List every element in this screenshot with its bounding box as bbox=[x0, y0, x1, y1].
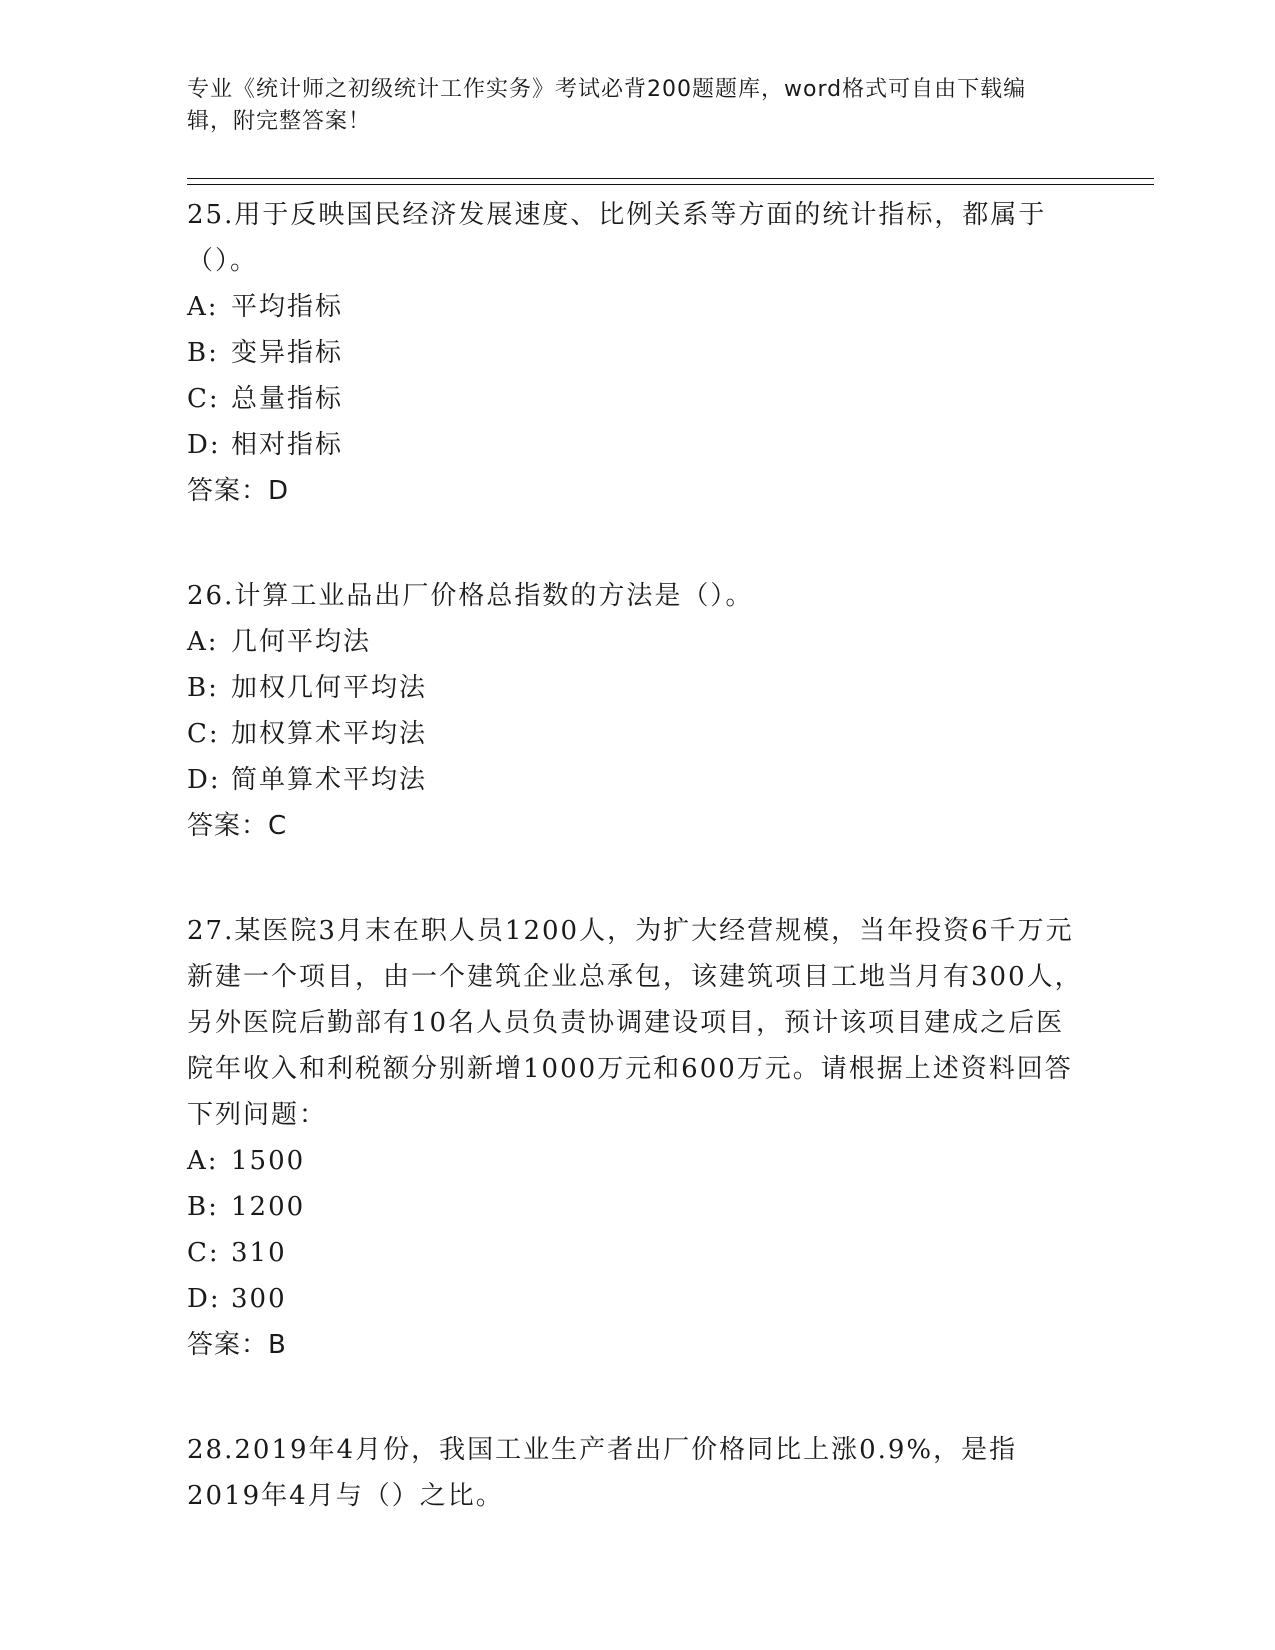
option-b bbox=[187, 665, 1087, 711]
option-text: 310 bbox=[231, 1238, 287, 1268]
option-text: 几何平均法 bbox=[231, 627, 372, 657]
answer-line: 答案：C bbox=[187, 811, 288, 841]
question-number: 28. bbox=[187, 1435, 235, 1465]
header-divider-top bbox=[187, 178, 1154, 179]
option-letter: D: bbox=[187, 765, 221, 795]
option-c bbox=[187, 1230, 1087, 1276]
option-d bbox=[187, 757, 1087, 803]
option-letter: C: bbox=[187, 1238, 220, 1268]
option-letter: C: bbox=[187, 719, 220, 749]
question-26 bbox=[187, 573, 1087, 849]
question-text: 用于反映国民经济发展速度、比例关系等方面的统计指标，都属于（）。 bbox=[187, 200, 1047, 276]
question-25 bbox=[187, 192, 1087, 514]
question-number: 25. bbox=[187, 200, 235, 230]
option-text: 相对指标 bbox=[231, 430, 344, 460]
question-list bbox=[187, 192, 1087, 1578]
option-d bbox=[187, 422, 1087, 468]
question-28 bbox=[187, 1427, 1087, 1519]
option-letter: C: bbox=[187, 384, 220, 414]
option-a bbox=[187, 1138, 1087, 1184]
question-27 bbox=[187, 908, 1087, 1368]
header-divider-bottom bbox=[187, 184, 1154, 185]
question-text: 2019年4月份，我国工业生产者出厂价格同比上涨0.9%，是指2019年4月与（）之比。 bbox=[187, 1435, 1018, 1511]
option-letter: B: bbox=[187, 1192, 219, 1222]
option-text: 平均指标 bbox=[231, 292, 344, 322]
option-text: 300 bbox=[231, 1284, 287, 1314]
question-stem bbox=[187, 1427, 1087, 1519]
question-number: 27. bbox=[187, 916, 235, 946]
document-header: 专业《统计师之初级统计工作实务》考试必背200题题库，word格式可自由下载编辑，附完整答案！ bbox=[187, 77, 1027, 134]
option-letter: D: bbox=[187, 1284, 221, 1314]
option-b bbox=[187, 1184, 1087, 1230]
option-text: 总量指标 bbox=[231, 384, 344, 414]
option-c bbox=[187, 376, 1087, 422]
option-c bbox=[187, 711, 1087, 757]
option-text: 简单算术平均法 bbox=[231, 765, 428, 795]
option-a bbox=[187, 284, 1087, 330]
question-stem bbox=[187, 573, 1087, 619]
option-letter: A: bbox=[187, 1146, 219, 1176]
option-letter: A: bbox=[187, 627, 219, 657]
question-number: 26. bbox=[187, 581, 235, 611]
answer-line: 答案：D bbox=[187, 476, 290, 506]
question-text: 某医院3月末在职人员1200人，为扩大经营规模，当年投资6千万元新建一个项目，由一个建筑企业总承包，该建筑项目工地当月有300人，另外医院后勤部有10名人员负责协调建设项目，预计该项目建成之后医院年收入和利税额分别新增1000万元和600万元。请根据上述资料回答下列问题： bbox=[187, 916, 1083, 1130]
option-text: 加权算术平均法 bbox=[231, 719, 428, 749]
question-text: 计算工业品出厂价格总指数的方法是（）。 bbox=[234, 581, 754, 611]
option-b bbox=[187, 330, 1087, 376]
option-letter: D: bbox=[187, 430, 221, 460]
answer-line: 答案：B bbox=[187, 1330, 287, 1360]
question-stem bbox=[187, 192, 1087, 284]
option-text: 1200 bbox=[231, 1192, 306, 1222]
option-text: 1500 bbox=[231, 1146, 306, 1176]
option-d bbox=[187, 1276, 1087, 1322]
option-text: 加权几何平均法 bbox=[231, 673, 428, 703]
option-letter: A: bbox=[187, 292, 219, 322]
option-text: 变异指标 bbox=[231, 338, 344, 368]
option-letter: B: bbox=[187, 673, 219, 703]
option-letter: B: bbox=[187, 338, 219, 368]
question-stem bbox=[187, 908, 1087, 1138]
option-a bbox=[187, 619, 1087, 665]
